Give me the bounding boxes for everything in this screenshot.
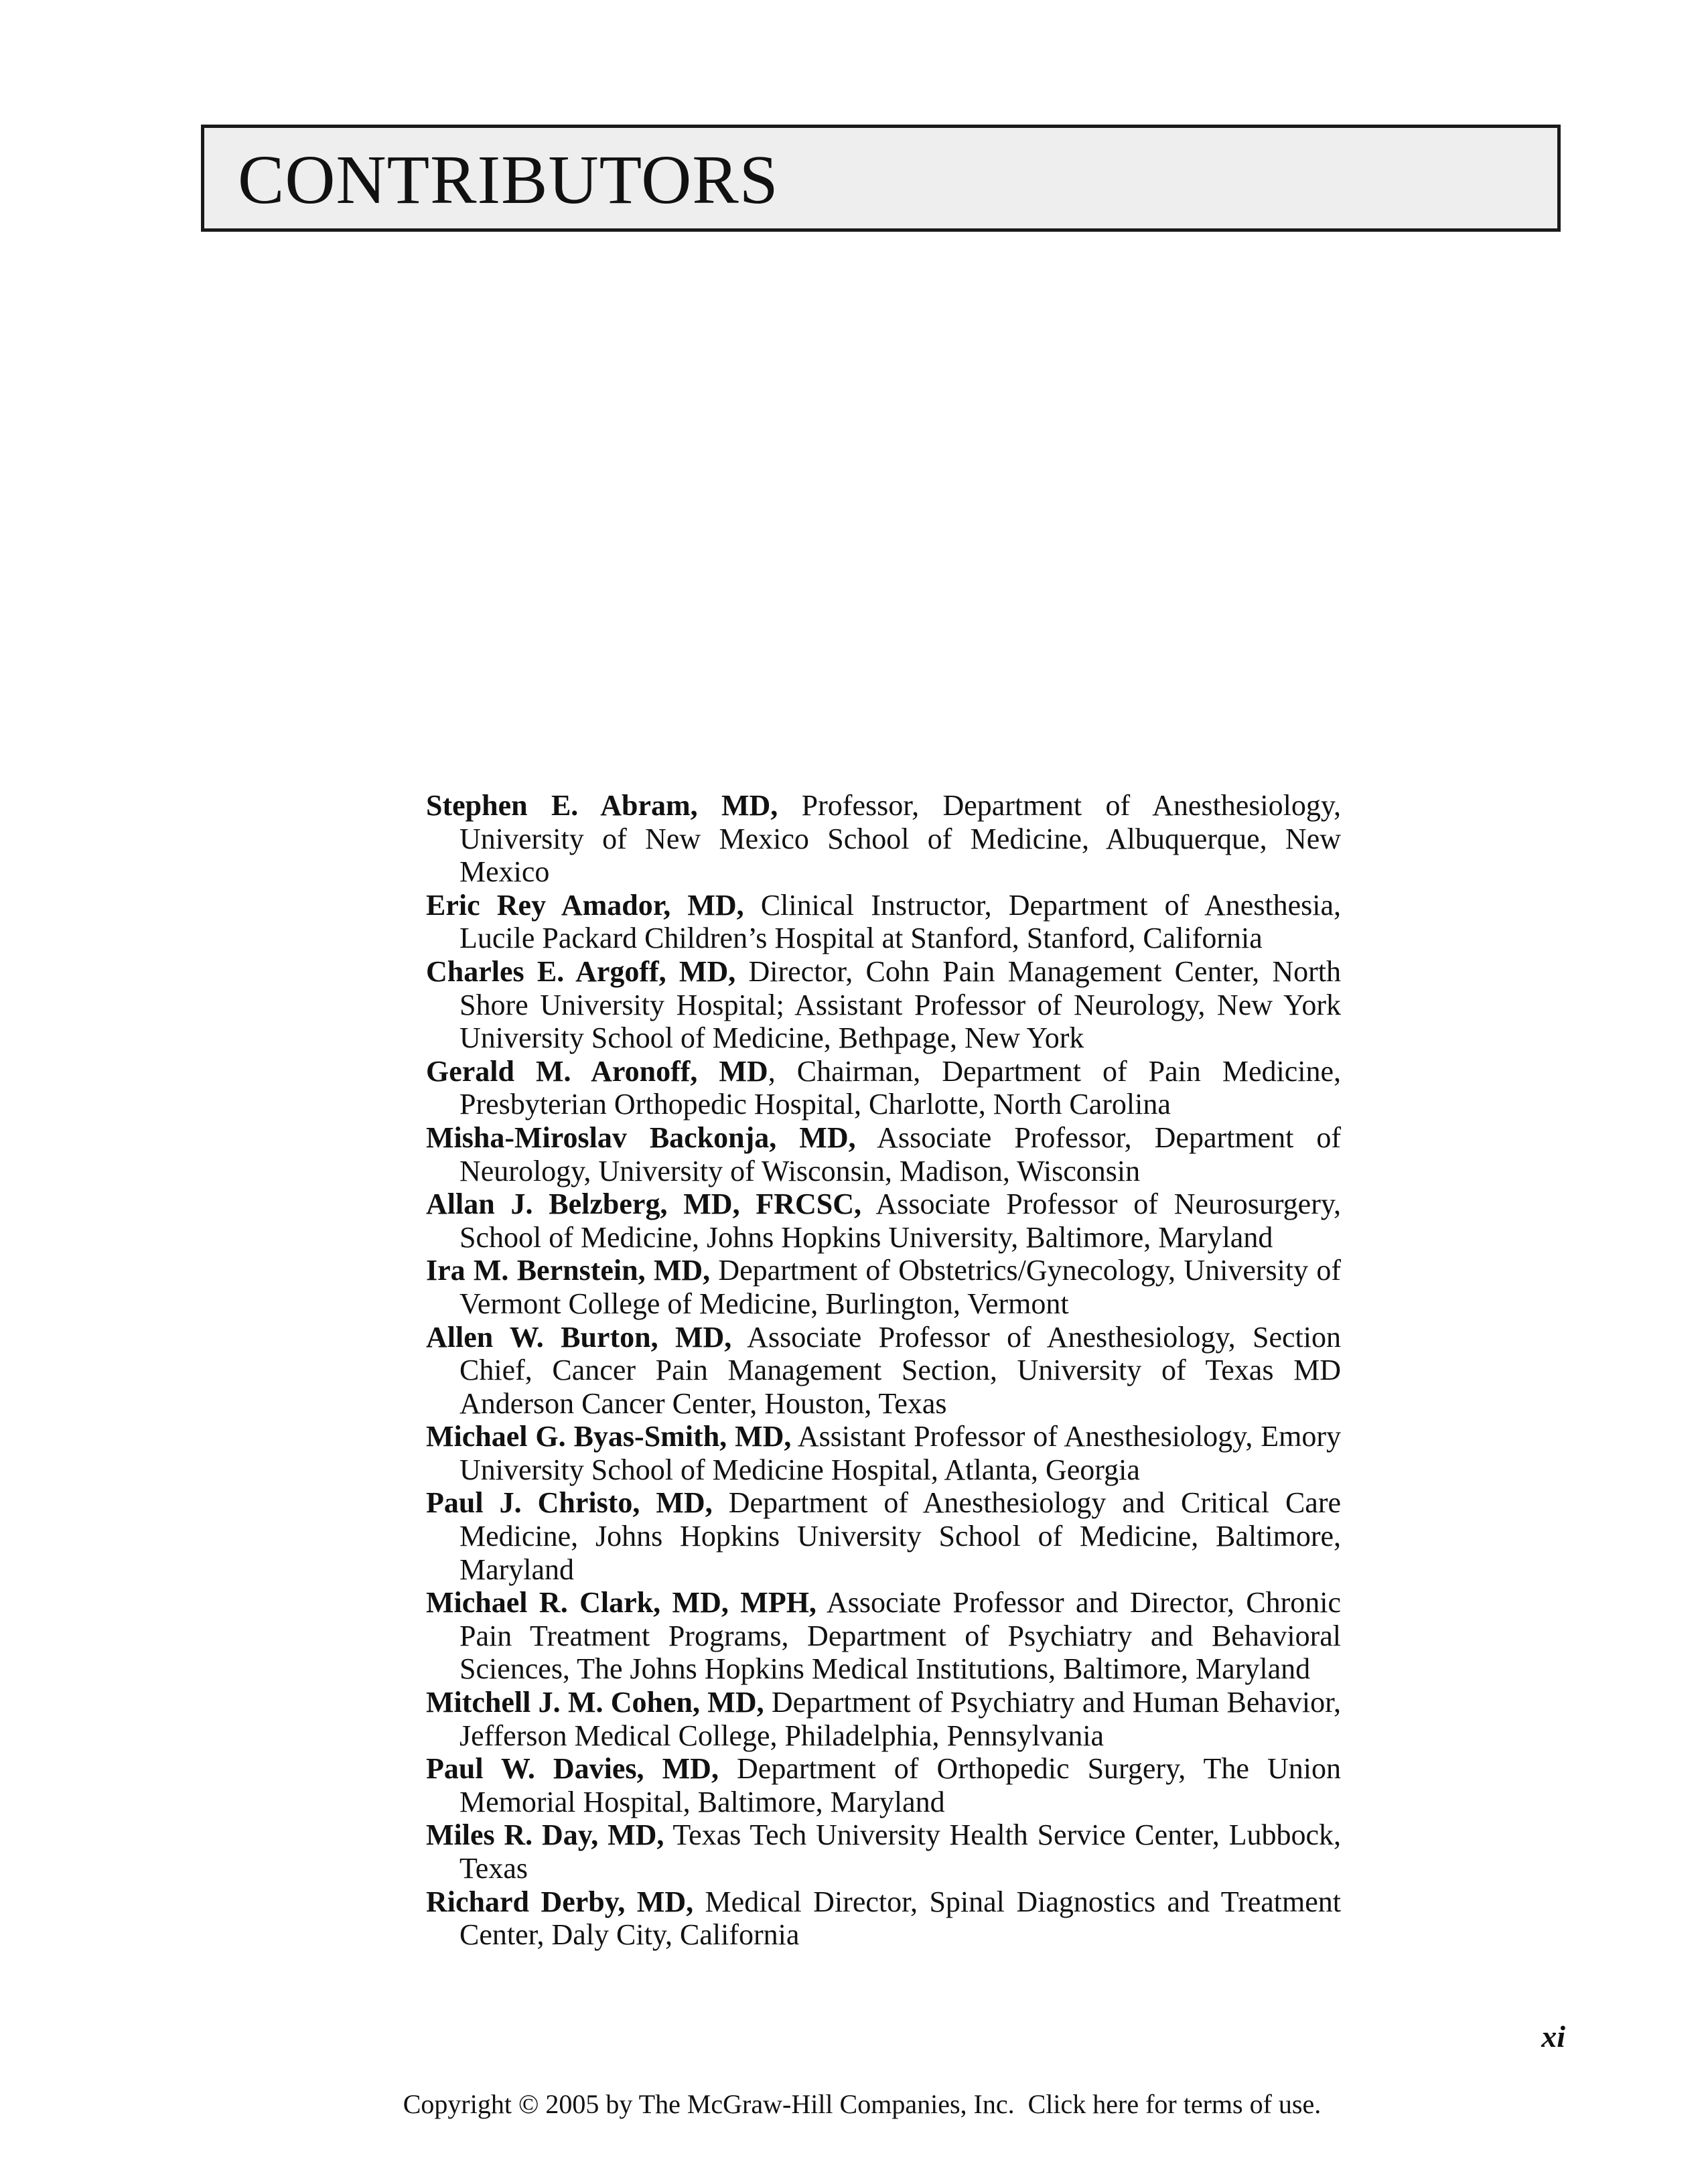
contributor-entry (426, 1055, 1341, 1121)
contributor-affiliation: Assistant Professor of Anesthesiology, Emory University School of Medicine Hospital, Atlanta, Georgia (459, 1420, 1341, 1486)
contributor-affiliation: Associate Professor and Director, Chronic Pain Treatment Programs, Department of Psychiatry and Behavioral Sciences, The Johns Hopkins Medical Institutions, Baltimore, Maryland (459, 1586, 1341, 1686)
contributor-entry (426, 1254, 1341, 1320)
contributor-name: Gerald M. Aronoff, MD (426, 1054, 768, 1088)
contributor-entry (426, 889, 1341, 955)
contributor-affiliation: Texas Tech University Health Service Center, Lubbock, Texas (459, 1818, 1341, 1885)
contributor-entry (426, 1752, 1341, 1818)
contributor-name: Paul J. Christo, MD, (426, 1486, 713, 1520)
contributor-list (426, 789, 1341, 1952)
contributor-name: Michael R. Clark, MD, MPH, (426, 1586, 816, 1619)
contributor-entry (426, 1486, 1341, 1586)
contributor-name: Eric Rey Amador, MD, (426, 888, 744, 922)
chapter-title: CONTRIBUTORS (238, 141, 779, 218)
contributor-affiliation: Professor, Department of Anesthesiology, University of New Mexico School of Medicine, Albuquerque, New Mexico (459, 789, 1341, 889)
copyright-line (403, 2089, 1322, 2119)
chapter-header-box (201, 125, 1561, 232)
contributor-name: Allan J. Belzberg, MD, FRCSC, (426, 1187, 862, 1221)
contributor-name: Paul W. Davies, MD, (426, 1752, 719, 1786)
contributor-entry (426, 1586, 1341, 1686)
contributor-name: Richard Derby, MD, (426, 1885, 694, 1918)
contributor-affiliation: Associate Professor of Anesthesiology, Section Chief, Cancer Pain Management Section, University of Texas MD Anderson Cancer Center, Houston, Texas (459, 1320, 1341, 1420)
contributor-name: Miles R. Day, MD, (426, 1818, 664, 1852)
contributor-entry (426, 1885, 1341, 1952)
contributor-entry (426, 955, 1341, 1055)
contributor-entry (426, 1187, 1341, 1254)
contributor-name: Allen W. Burton, MD, (426, 1320, 732, 1354)
contributor-affiliation: Clinical Instructor, Department of Anesthesia, Lucile Packard Children’s Hospital at Stanford, Stanford, California (459, 888, 1342, 955)
contributor-affiliation: Associate Professor, Department of Neurology, University of Wisconsin, Madison, Wisconsin (459, 1121, 1341, 1187)
contributor-affiliation: Department of Anesthesiology and Critical Care Medicine, Johns Hopkins University School of Medicine, Baltimore, Maryland (459, 1486, 1341, 1586)
contributor-name: Misha-Miroslav Backonja, MD, (426, 1121, 856, 1154)
contributor-affiliation: Associate Professor of Neurosurgery, School of Medicine, Johns Hopkins University, Baltimore, Maryland (459, 1187, 1341, 1254)
contributor-name: Ira M. Bernstein, MD, (426, 1254, 711, 1287)
contributor-affiliation: Department of Obstetrics/Gynecology, University of Vermont College of Medicine, Burlington, Vermont (459, 1254, 1341, 1320)
contributor-entry (426, 1121, 1341, 1187)
contributor-affiliation: Department of Orthopedic Surgery, The Union Memorial Hospital, Baltimore, Maryland (459, 1752, 1341, 1818)
contributor-entry (426, 789, 1341, 889)
contributor-affiliation: Department of Psychiatry and Human Behavior, Jefferson Medical College, Philadelphia, Pennsylvania (459, 1686, 1341, 1752)
contributor-affiliation: , Chairman, Department of Pain Medicine, Presbyterian Orthopedic Hospital, Charlotte, North Carolina (459, 1054, 1342, 1121)
copyright-text: Copyright © 2005 by The McGraw-Hill Companies, Inc. (403, 2089, 1015, 2119)
contributor-entry (426, 1420, 1341, 1486)
contributor-name: Stephen E. Abram, MD, (426, 789, 778, 822)
contributor-name: Mitchell J. M. Cohen, MD, (426, 1686, 764, 1719)
contributor-affiliation: Medical Director, Spinal Diagnostics and Treatment Center, Daly City, California (459, 1885, 1341, 1952)
terms-of-use-link[interactable]: Click here for terms of use. (1027, 2089, 1322, 2119)
copyright-footer (0, 2088, 1708, 2120)
page-number: xi (1541, 2019, 1565, 2054)
contributor-affiliation: Director, Cohn Pain Management Center, North Shore University Hospital; Assistant Professor of Neurology, New York University School of Medicine, Bethpage, New York (459, 954, 1341, 1055)
contributor-entry (426, 1818, 1341, 1885)
contributor-name: Michael G. Byas-Smith, MD, (426, 1420, 792, 1453)
contributor-entry (426, 1321, 1341, 1421)
contributor-name: Charles E. Argoff, MD, (426, 954, 736, 988)
contributor-entry (426, 1686, 1341, 1752)
